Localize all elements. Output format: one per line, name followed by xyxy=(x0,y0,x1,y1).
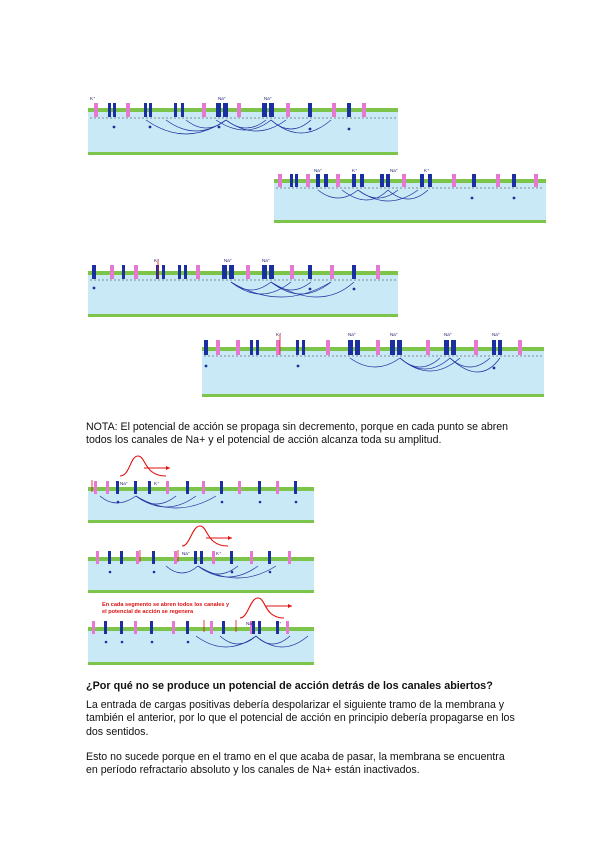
svg-text:Na⁺: Na⁺ xyxy=(390,332,399,337)
svg-text:Na⁺: Na⁺ xyxy=(120,481,129,486)
svg-text:Na⁺: Na⁺ xyxy=(444,332,453,337)
membrane-diagram-4 xyxy=(200,326,546,398)
note-paragraph: NOTA: El potencial de acción se propaga sin decremento, porque en cada punto se abren todos los canales de Na+ y el potencial de acción alcanza toda su amplitud. xyxy=(86,421,509,447)
membrane-diagram-1 xyxy=(86,92,400,156)
explanation-paragraph-1: La entrada de cargas positivas debería despolarizar el siguiente tramo de la membrana y también el anterior, por lo que el potencial de acción en principio debería propagarse en los dos sentidos. xyxy=(86,699,515,738)
svg-text:K⁺: K⁺ xyxy=(216,551,222,556)
propagation-diagram-2 xyxy=(86,524,316,594)
propagation-diagram-3 xyxy=(86,594,316,666)
membrane-diagram-2 xyxy=(272,168,548,224)
svg-text:Na⁺: Na⁺ xyxy=(348,332,357,337)
svg-text:Na⁺: Na⁺ xyxy=(390,168,399,173)
explanation-paragraph-2: Esto no sucede porque en el tramo en el que acaba de pasar, la membrana se encuentra en período refractario absoluto y los canales de Na+ están inactivados. xyxy=(86,751,505,777)
svg-text:K⁺: K⁺ xyxy=(276,332,282,337)
svg-text:Na⁺: Na⁺ xyxy=(246,621,255,626)
svg-text:K⁺: K⁺ xyxy=(352,168,358,173)
svg-text:Na⁺: Na⁺ xyxy=(314,168,323,173)
svg-text:Na⁺: Na⁺ xyxy=(264,96,273,101)
svg-text:K⁺: K⁺ xyxy=(424,168,430,173)
svg-text:En cada segmento se abren todo: En cada segmento se abren todos los canales y xyxy=(102,602,230,608)
svg-text:Na⁺: Na⁺ xyxy=(218,96,227,101)
svg-text:K⁺: K⁺ xyxy=(154,258,160,263)
svg-text:Na⁺: Na⁺ xyxy=(182,551,191,556)
svg-text:Na⁺: Na⁺ xyxy=(492,332,501,337)
question-heading: ¿Por qué no se produce un potencial de acción detrás de los canales abiertos? xyxy=(86,680,493,692)
svg-text:K⁺: K⁺ xyxy=(276,621,282,626)
svg-text:el potencial de acción se rege: el potencial de acción se regenera xyxy=(102,609,194,615)
svg-text:K⁺: K⁺ xyxy=(154,481,160,486)
svg-text:Na⁺: Na⁺ xyxy=(262,258,271,263)
membrane-diagram-3 xyxy=(86,256,400,318)
svg-text:Na⁺: Na⁺ xyxy=(224,258,233,263)
svg-text:K⁺: K⁺ xyxy=(90,96,96,101)
propagation-diagram-1 xyxy=(86,454,316,524)
